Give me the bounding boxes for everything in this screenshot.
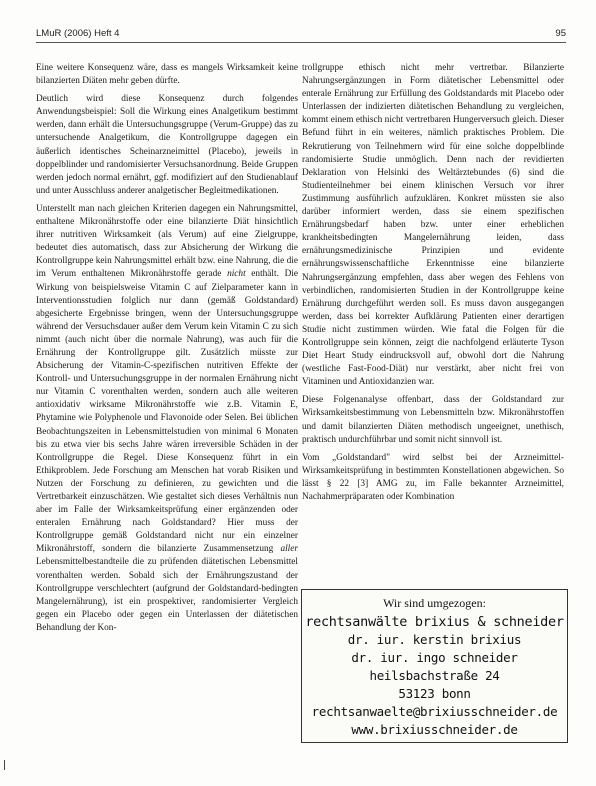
paragraph: Diese Folgenanalyse offenbart, dass der Goldstandard zur Wirksamkeitsbestimmung von Lebensmitteln bzw. Mikronährstoffen und damit bilanzierten Diäten methodisch ungeeignet, unethisch, praktisch undurchführbar und somit nicht sinnvoll ist. bbox=[302, 395, 564, 445]
right-column bbox=[302, 62, 564, 509]
emphasis: aller bbox=[280, 544, 298, 555]
paragraph: Eine weitere Konsequenz wäre, dass es mangels Wirksamkeit keine bilanzierten Diäten mehr geben dürfte. bbox=[36, 63, 298, 87]
ad-city: 53123 bonn bbox=[398, 686, 471, 701]
ad-person: dr. iur. ingo schneider bbox=[351, 650, 518, 665]
paragraph: Vom „Goldstandard" wird selbst bei der Arzneimittel-Wirksamkeitsprüfung in bestimmten Konstellationen abgewichen. So lässt § 22 [3] AMG zu, im Falle bekannter Arzneimittel, Nachahmerpräparaten oder Kombination bbox=[302, 452, 564, 502]
text-run: Unterstellt man nach gleichen Kriterien dagegen ein Nahrungsmittel, enthaltene Mikronährstoffe oder eine bilanzierte Diät hinsichtlich ihrer nutritiven Wirksamkeit (als Verum) auf eine Zielgruppe, bedeutet dies automatisch, dass zur Absicherung der Wirkung die Kontrollgruppe kein Nahrungsmittel erhält bzw. eine Nahrung, die die im Verum enthaltenen Mikronährstoffe gerade bbox=[36, 203, 298, 280]
text-run: Lebensmittelbestandteile die zu prüfenden diätetischen Lebensmittel vorenthalten werden. Sobald sich der Ernährungszustand der Kontrollgruppe verschlechtert (aufgrund der Goldstandard-bedingten Mangelernährung), ist ein prospektiver, randomisierter Vergleich gegen ein Placebo oder gegen ein Unterlassen der diätetischen Behandlung der Kon- bbox=[36, 557, 298, 633]
paragraph: Deutlich wird diese Konsequenz durch folgendes Anwendungsbeispiel: Soll die Wirkung eines Analgetikum bestimmt werden, dann erhält die Untersuchungsgruppe (Verum-Gruppe) das zu untersuchende Analgetikum, die Kontrollgruppe dagegen ein äußerlich identisches Scheinarzneimittel (Placebo), jeweils in doppelblinder und randomisierter Versuchsanordnung. Beide Gruppen werden jedoch normal ernährt, ggf. modifiziert auf den Studienablauf und unter Ausschluss anderer analgetischer Begleitmedikationen. bbox=[36, 94, 298, 196]
running-header bbox=[36, 28, 566, 43]
left-column bbox=[36, 62, 298, 640]
ad-street: heilsbachstraße 24 bbox=[369, 668, 500, 683]
emphasis: nicht bbox=[227, 269, 246, 280]
ad-email: rechtsanwaelte@brixiusschneider.de bbox=[311, 704, 558, 719]
ad-firm-name: rechtsanwälte brixius & schneider bbox=[305, 614, 564, 630]
ad-person: dr. iur. kerstin brixius bbox=[347, 632, 522, 647]
paragraph bbox=[36, 203, 298, 635]
text-run: enthält. Die Wirkung von beispielsweise Vitamin C auf Zielparameter kann in Interventionsstudien folglich nur dann (gemäß Goldstandard) abgesicherte Ergebnisse bringen, wenn der Untersuchungsgruppe während der Versuchsdauer außer dem Verum kein Vitamin C zu sich nimmt (auch nicht über die normale Nahrung), was auch für die Ernährung der Kontrollgruppe gilt. Zusätzlich müsste zur Absicherung der Vitamin-C-spezifischen nutritiven Effekte der Kontroll- und Untersuchungsgruppe in der normalen Ernährung nicht nur Vitamin C vorenthalten werden, sondern auch alle weiteren antioxidativ wirksame Mikronährstoffe wie z.B. Vitamin E, Phytamine wie Polyphenole und Flavonoide oder Selen. Bei üblichen Beobachtungszeiten in Lebensmittelstudien von minimal 6 Monaten bis zu etwa vier bis sechs Jahre wären irreversible Schäden in der Kontrollgruppe die Regel. Diese Konsequenz führt in ein Ethikproblem. Jede Forschung am Menschen hat vorab Risiken und Nutzen der Forschung zu definieren, zu gewichten und die Vertretbarkeit einzuschätzen. Wie gestaltet sich dieses Verhältnis nun aber im Falle der Wirksamkeitsprüfung einer ergänzenden oder enteralen Ernährung nach Goldstandard? Hier muss der Kontrollgruppe gemäß Goldstandard nicht nur ein einzelner Mikronährstoff, sondern die bilanzierte Zusammensetzung bbox=[36, 269, 298, 555]
ad-intro: Wir sind umgezogen: bbox=[383, 596, 486, 610]
page-number: 95 bbox=[555, 28, 566, 39]
relocation-advertisement bbox=[301, 589, 568, 743]
journal-issue: LMuR (2006) Heft 4 bbox=[36, 28, 120, 39]
ad-website: www.brixiusschneider.de bbox=[351, 722, 518, 737]
paragraph: trollgruppe ethisch nicht mehr vertretbar. Bilanzierte Nahrungsergänzungen in Form diätetischer Lebensmittel oder enterale Ernährung zur Erfüllung des Goldstandards mit Placebo oder Unterlassen der indizierten diätetischen Behandlung zu vergleichen, kommt einem ethisch nicht vertretbaren Hungerversuch gleich. Dieser Befund führt in ein weiteres, nämlich praktisches Problem. Die Rekrutierung von Teilnehmern wird für eine solche doppelblinde randomisierte Studie unmöglich. Denn nach der revidierten Deklaration von Helsinki des Weltärztebundes (6) sind die Studienteilnehmer bei einem klinischen Versuch vor ihrer Zustimmung ausführlich aufzuklären. Konkret müssten sie also darüber informiert werden, dass sie einem spezifischen Ernährungsbedarf haben bzw. unter einer erheblichen krankheitsbedingten Mangelernährung leiden, dass ernährungsmedizinische Prinzipien und evidente ernährungswissenschaftliche Erkenntnisse eine bilanzierte Nahrungsergänzung empfehlen, dass aber wegen des Fehlens von verbindlichen, randomisierten Studien in der Kontrollgruppe keine Ernährung durchgeführt werden soll. Es muss davon ausgegangen werden, dass bei korrekter Aufklärung Patienten einer derartigen Studie nicht zustimmen würden. Wie fatal die Folgen für die Kontrollgruppe sein können, zeigt die nachfolgend erläuterte Tyson Diet Heart Study eindrucksvoll auf, obwohl dort die Nahrung (westliche Fast-Food-Diät) nur verstärkt, aber nicht frei von Vitaminen und Antioxidanzien war. bbox=[302, 63, 564, 388]
margin-mark bbox=[4, 760, 9, 770]
